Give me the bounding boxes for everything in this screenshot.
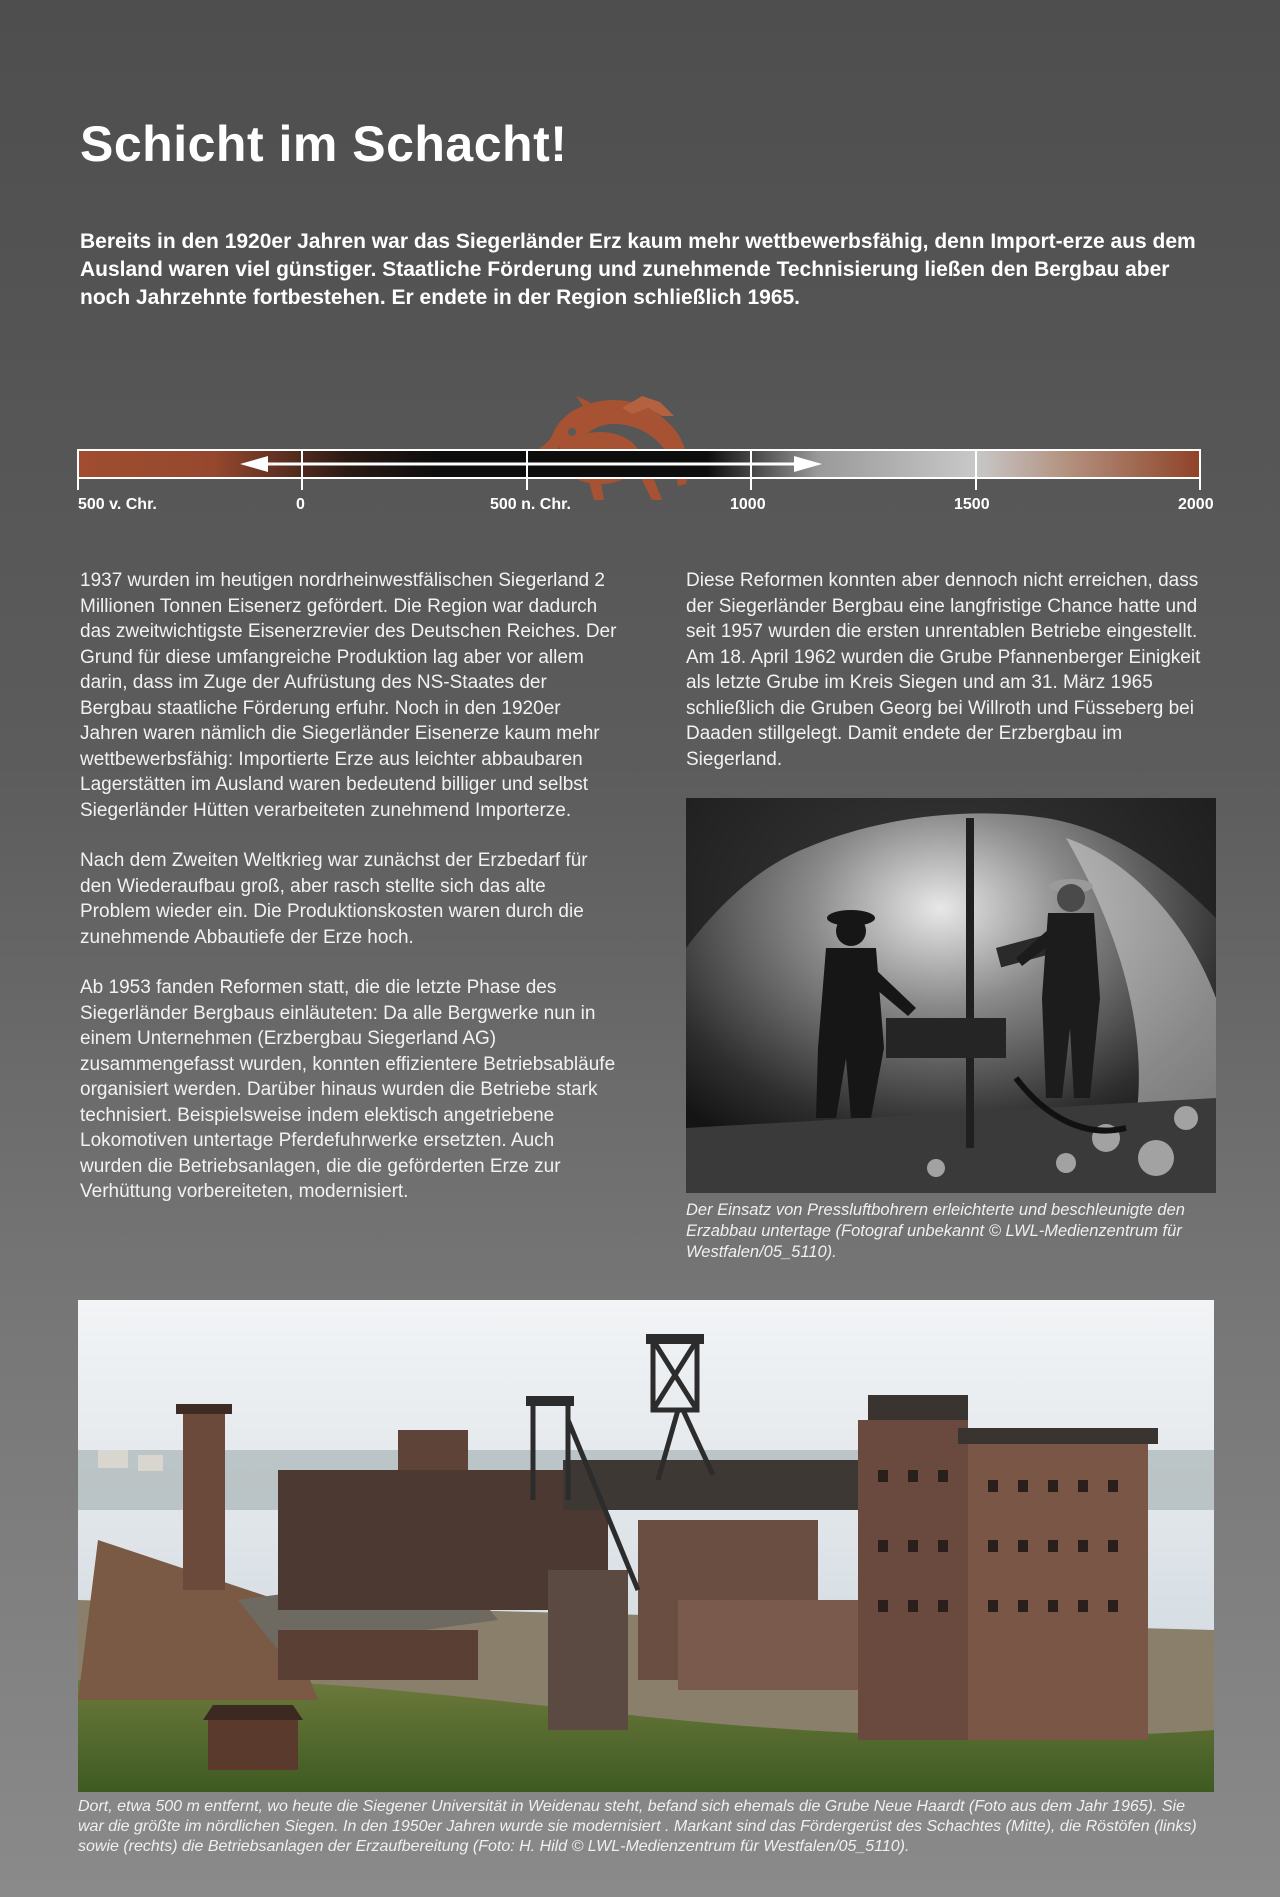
- mine-photo-caption: Der Einsatz von Pressluftbohrern erleichterte und beschleunigte den Erzabbau untertage (Fotograf unbekannt © LWL-Medienzentrum für Westfalen/05_5110).: [686, 1201, 1185, 1261]
- horse-icon: [520, 396, 688, 500]
- paragraph: 1937 wurden im heutigen nordrheinwestfälischen Siegerland 2 Millionen Tonnen Eisenerz gefördert. Die Region war dadurch das zweitwichtigste Eisenerzrevier des Deutschen Reiches. Der Grund für diese umfangreiche Produktion lag aber vor allem darin, dass im Zuge der Aufrüstung des NS-Staates der Bergbau staatliche Förderung erfuhr. Noch in den 1920er Jahren waren nämlich die Siegerländer Eisenerze kaum mehr wettbewerbsfähig: Importierte Erze aus leichter abbaubaren Lagerstätten im Ausland waren bedeutend billiger und selbst Siegerländer Hütten verarbeiteten zunehmend Importerze.: [80, 570, 617, 821]
- text-column-left: [80, 568, 620, 1230]
- timeline: [0, 350, 1280, 520]
- tick-label-1500: 1500: [954, 496, 990, 513]
- tick-label-2000: 2000: [1178, 496, 1214, 513]
- paragraph: Nach dem Zweiten Weltkrieg war zunächst der Erzbedarf für den Wiederaufbau groß, aber rasch stellte sich das alte Problem wieder ein. Die Produktionskosten waren durch die zunehmende Abbautiefe der Erze hoch.: [80, 850, 588, 948]
- tick-label-500ad: 500 n. Chr.: [490, 496, 571, 513]
- lead-paragraph: Bereits in den 1920er Jahren war das Siegerländer Erz kaum mehr wettbewerbsfähig, denn Import-erze aus dem Ausland waren viel günstiger. Staatliche Förderung und zunehmende Technisierung ließen den Bergbau aber noch Jahrzehnte fortbestehen. Er endete in der Region schließlich 1965.: [80, 230, 1196, 309]
- paragraph: Ab 1953 fanden Reformen statt, die die letzte Phase des Siegerländer Bergbaus einläuteten: Da alle Bergwerke nun in einem Unternehmen (Erzbergbau Siegerland AG) zusammengefasst wurden, konnten effizientere Betriebsabläufe organisiert werden. Darüber hinaus wurden die Betriebe stark technisiert. Beispielsweise indem elektisch angetriebene Lokomotiven untertage Pferdefuhrwerke ersetzten. Auch wurden die Betriebsanlagen, die die geförderten Erze zur Verhüttung vorbereiteten, modernisiert.: [80, 977, 616, 1202]
- plant-photo-caption: Dort, etwa 500 m entfernt, wo heute die Siegener Universität in Weidenau steht, befand sich ehemals die Grube Neue Haardt (Foto aus dem Jahr 1965). Sie war die größte im nördlichen Siegen. In den 1950er Jahren wurde sie modernisiert . Markant sind das Fördergerüst des Schachtes (Mitte), die Röstöfen (links) sowie (rechts) die Betriebsanlagen der Erzaufbereitung (Foto: H. Hild © LWL-Medienzentrum für Westfalen/05_5110).: [78, 1798, 1197, 1855]
- text-column-right: [686, 568, 1206, 797]
- plant-photo: [78, 1300, 1214, 1792]
- tick-label-500bc: 500 v. Chr.: [78, 496, 157, 513]
- mine-photo: [686, 798, 1216, 1193]
- tick-label-0: 0: [296, 496, 305, 513]
- tick-label-1000: 1000: [730, 496, 766, 513]
- page-title: Schicht im Schacht!: [80, 116, 568, 172]
- paragraph: Diese Reformen konnten aber dennoch nicht erreichen, dass der Siegerländer Bergbau eine langfristige Chance hatte und seit 1957 wurden die ersten unrentablen Betriebe eingestellt. Am 18. April 1962 wurden die Grube Pfannenberger Einigkeit als letzte Grube im Kreis Siegen und am 31. März 1965 schließlich die Gruben Georg bei Willroth und Füsseberg bei Daaden stillgelegt. Damit endete der Erzbergbau im Siegerland.: [686, 570, 1201, 770]
- timeline-graphic: [0, 350, 1280, 520]
